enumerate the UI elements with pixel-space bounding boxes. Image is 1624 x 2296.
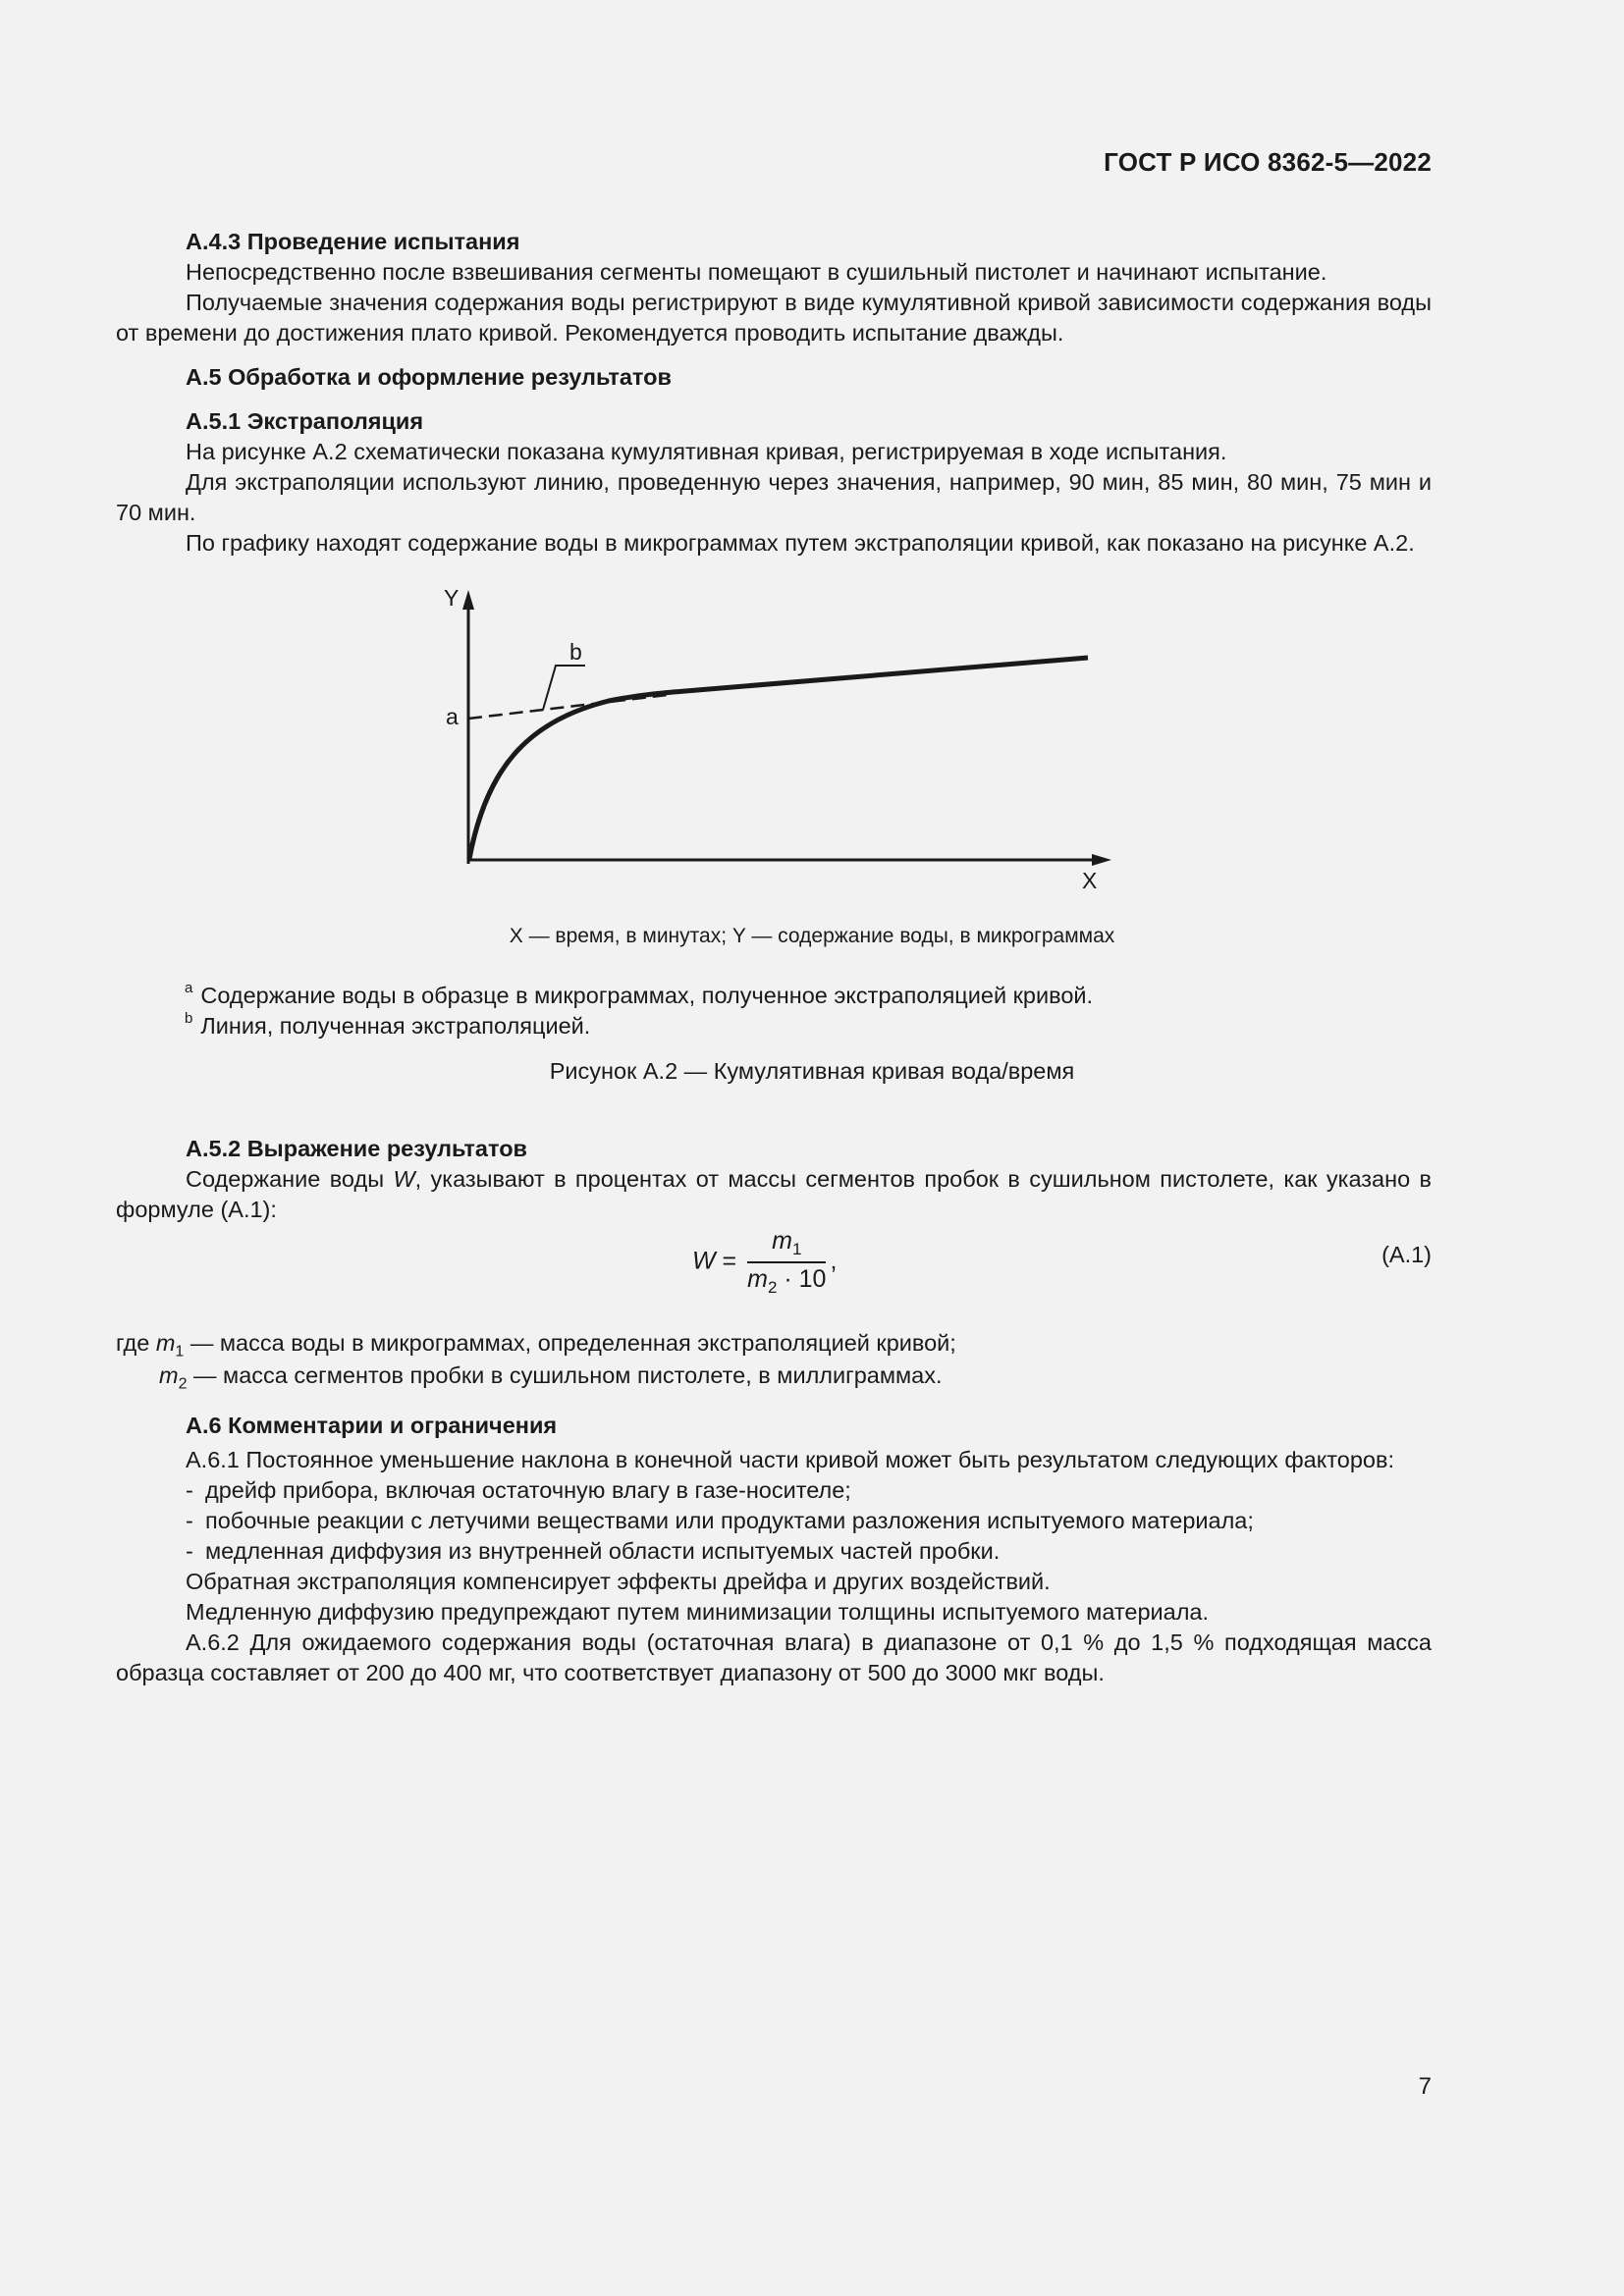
den-var: m xyxy=(747,1265,768,1293)
section-a52 xyxy=(116,1134,1432,1225)
footnote-a-text: Содержание воды в образце в микрограммах, полученное экстраполяцией кривой. xyxy=(200,982,1094,1008)
formula-fraction xyxy=(747,1227,826,1298)
cumulative-curve xyxy=(469,658,1088,859)
page-number: 7 xyxy=(1418,2073,1432,2100)
x-axis-arrow xyxy=(1092,854,1111,866)
dash-marker: - xyxy=(186,1477,193,1503)
list-item-text: дрейф прибора, включая остаточную влагу в газе-носителе; xyxy=(205,1477,851,1503)
formula-eq: = xyxy=(715,1247,744,1275)
paragraph: Получаемые значения содержания воды регистрируют в виде кумулятивной кривой зависимости содержания воды от времени до достижения плато кривой. Рекомендуется проводить испытание дважды. xyxy=(116,290,1432,346)
paragraph: Непосредственно после взвешивания сегменты помещают в сушильный пистолет и начинают испытание. xyxy=(186,259,1327,285)
num-sub: 1 xyxy=(791,1240,802,1258)
heading-a6: А.6 Комментарии и ограничения xyxy=(186,1413,558,1438)
list-item xyxy=(116,1506,1432,1536)
footnote-b xyxy=(185,1012,590,1040)
formula-a1 xyxy=(692,1227,837,1298)
paragraph: А.6.1 Постоянное уменьшение наклона в конечной части кривой может быть результатом следующих факторов: xyxy=(186,1447,1395,1472)
footnote-mark-a: a xyxy=(185,980,193,996)
dash-marker: - xyxy=(186,1508,193,1533)
list-item-text: медленная диффузия из внутренней области испытуемых частей пробки. xyxy=(205,1538,1001,1564)
footnote-a xyxy=(185,982,1093,1009)
label-b: b xyxy=(569,639,582,665)
footnote-mark-b: b xyxy=(185,1010,193,1027)
cumulative-curve-figure xyxy=(432,584,1119,903)
where-m2 xyxy=(159,1362,943,1394)
x-axis-label: X xyxy=(1082,868,1098,893)
where-m2-sub: 2 xyxy=(178,1375,188,1393)
formula-lhs: W xyxy=(692,1247,716,1275)
document-code-header: ГОСТ Р ИСО 8362-5—2022 xyxy=(1104,147,1432,177)
list-item xyxy=(116,1475,1432,1506)
figure-title: Рисунок А.2 — Кумулятивная кривая вода/время xyxy=(549,1058,1075,1084)
formula-numerator xyxy=(747,1227,826,1263)
list-item xyxy=(116,1536,1432,1567)
leader-line-b xyxy=(543,666,585,710)
section-a43-a51 xyxy=(116,227,1432,559)
list-item-text: побочные реакции с летучими веществами или продуктами разложения испытуемого материала; xyxy=(205,1508,1254,1533)
label-a: a xyxy=(446,704,459,729)
paragraph-part: , указывают в процентах от массы сегментов пробок в сушильном пистолете, как указано в формуле (А.1): xyxy=(116,1166,1432,1222)
paragraph: По графику находят содержание воды в микрограммах путем экстраполяции кривой, как показано на рисунке А.2. xyxy=(186,530,1415,556)
heading-a5: А.5 Обработка и оформление результатов xyxy=(186,364,672,390)
formula-number: (А.1) xyxy=(1381,1242,1432,1267)
y-axis-label: Y xyxy=(444,585,460,611)
where-m1-var: m xyxy=(155,1330,176,1356)
dash-marker: - xyxy=(186,1538,193,1564)
where-m1 xyxy=(116,1330,956,1362)
formula-denominator xyxy=(747,1263,826,1298)
paragraph: А.6.2 Для ожидаемого содержания воды (остаточная влага) в диапазоне от 0,1 % до 1,5 % подходящая масса образца составляет от 200 до 400 мг, что соответствует диапазону от 500 до 3000 мкг воды. xyxy=(116,1629,1432,1685)
variable-w: W xyxy=(393,1166,415,1192)
figure-axes-caption: X — время, в минутах; Y — содержание воды, в микрограммах xyxy=(509,925,1115,947)
paragraph: Медленную диффузию предупреждают путем минимизации толщины испытуемого материала. xyxy=(186,1599,1210,1625)
paragraph xyxy=(116,1164,1432,1225)
footnote-b-text: Линия, полученная экстраполяцией. xyxy=(200,1012,591,1039)
y-axis-arrow xyxy=(462,590,474,610)
heading-a43: А.4.3 Проведение испытания xyxy=(186,229,520,254)
paragraph-part: Содержание воды xyxy=(186,1166,394,1192)
where-m1-sub: 1 xyxy=(175,1343,185,1361)
where-prefix: где xyxy=(116,1330,156,1356)
den-sub: 2 xyxy=(767,1278,778,1297)
where-m2-text: — масса сегментов пробки в сушильном пистолете, в миллиграммах. xyxy=(187,1362,943,1388)
num-var: m xyxy=(772,1227,792,1255)
paragraph: Обратная экстраполяция компенсирует эффекты дрейфа и других воздействий. xyxy=(186,1569,1051,1594)
where-m1-text: — масса воды в микрограммах, определенная экстраполяцией кривой; xyxy=(184,1330,956,1356)
heading-a52: А.5.2 Выражение результатов xyxy=(186,1136,527,1161)
heading-a51: А.5.1 Экстраполяция xyxy=(186,408,424,434)
where-m2-var: m xyxy=(159,1362,179,1388)
den-rest: · 10 xyxy=(777,1265,827,1293)
paragraph: Для экстраполяции используют линию, проведенную через значения, например, 90 мин, 85 мин, 80 мин, 75 мин и 70 мин. xyxy=(116,469,1432,525)
formula-trail: , xyxy=(830,1247,838,1275)
paragraph: На рисунке А.2 схематически показана кумулятивная кривая, регистрируемая в ходе испытания. xyxy=(186,439,1227,464)
section-a6 xyxy=(116,1411,1432,1688)
